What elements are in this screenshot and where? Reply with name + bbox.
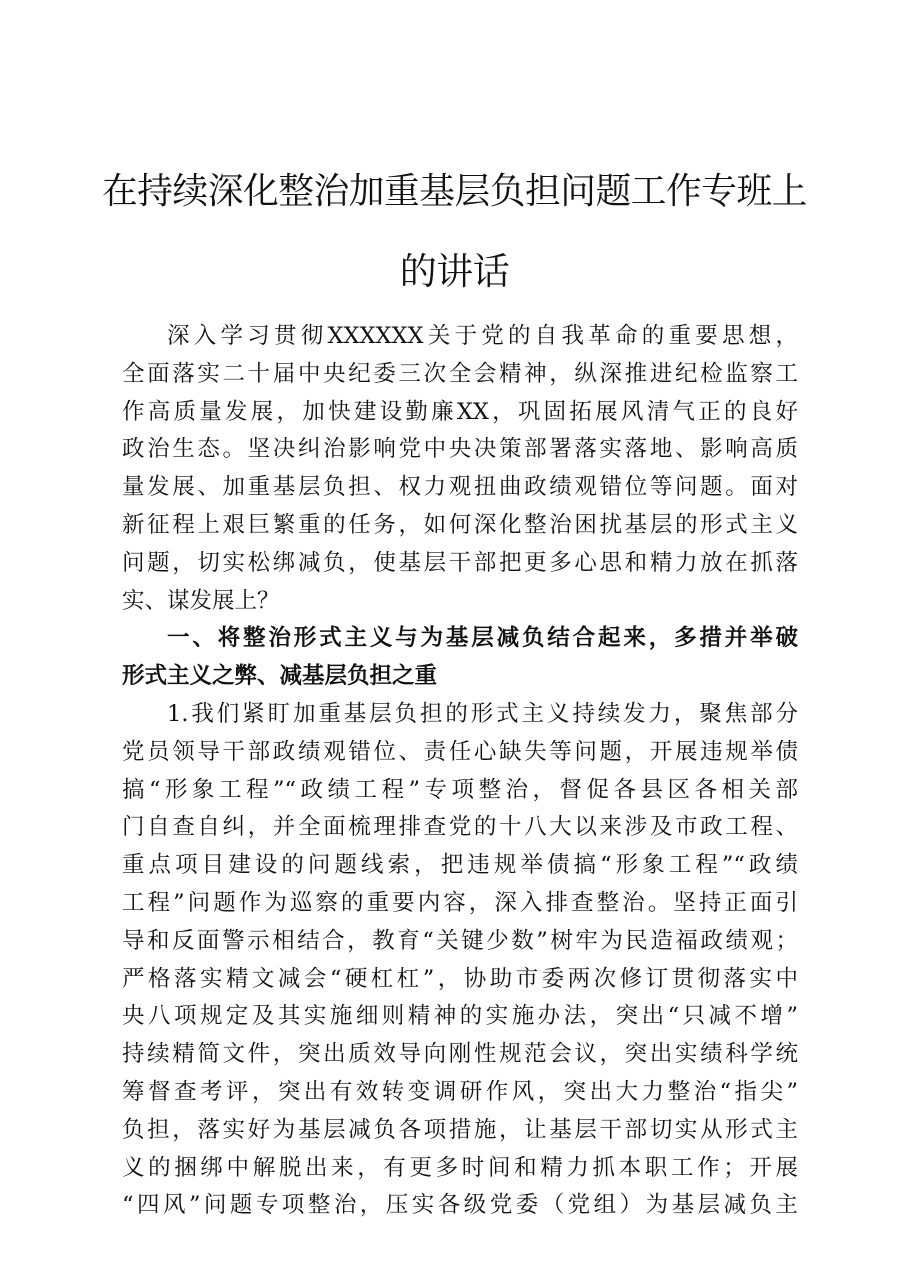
paragraph-line: 导和反面警示相结合，教育“关键少数”树牢为民造福政绩观； <box>122 927 798 954</box>
paragraph-line: 筹督查考评，突出有效转变调研作风，突出大力整治“指尖” <box>122 1078 798 1105</box>
section-heading-line: 形式主义之弊、减基层负担之重 <box>122 663 438 690</box>
intro-line: 新征程上艰巨繁重的任务，如何深化整治困扰基层的形式主义 <box>122 511 798 538</box>
title-line: 在持续深化整治加重基层负担问题工作专班上 <box>102 171 807 212</box>
intro-line: 实、谋发展上？ <box>122 587 280 614</box>
paragraph-line: 工程”问题作为巡察的重要内容，深入排查整治。坚持正面引 <box>122 889 798 916</box>
paragraph-line: 负担，落实好为基层减负各项措施，让基层干部切实从形式主 <box>122 1116 798 1143</box>
paragraph-line: 严格落实精文减会“硬杠杠”，协助市委两次修订贯彻落实中 <box>122 965 798 992</box>
intro-line: 作高质量发展，加快建设勤廉XX，巩固拓展风清气正的良好 <box>122 398 798 425</box>
document-body <box>122 318 798 1225</box>
document-title <box>100 152 809 312</box>
intro-line: 政治生态。坚决纠治影响党中央决策部署落实落地、影响高质 <box>122 436 798 463</box>
paragraph-line: 党员领导干部政绩观错位、责任心缺失等问题，开展违规举债 <box>122 738 798 765</box>
paragraph-line: 搞“形象工程”“政绩工程”专项整治，督促各县区各相关部 <box>122 776 798 803</box>
intro-line: 深入学习贯彻XXXXXX关于党的自我革命的重要思想， <box>167 323 798 349</box>
intro-line: 全面落实二十届中央纪委三次全会精神，纵深推进纪检监察工 <box>122 360 798 387</box>
paragraph-line: 义的捆绑中解脱出来，有更多时间和精力抓本职工作；开展 <box>122 1154 798 1181</box>
paragraph-line: 央八项规定及其实施细则精神的实施办法，突出“只减不增” <box>122 1003 798 1030</box>
paragraph-line: 持续精简文件，突出质效导向刚性规范会议，突出实绩科学统 <box>122 1041 798 1068</box>
title-line: 的讲话 <box>399 250 510 293</box>
paragraph-line: 1.我们紧盯加重基层负担的形式主义持续发力，聚焦部分 <box>167 700 798 727</box>
paragraph-line: “四风”问题专项整治，压实各级党委（党组）为基层减负主 <box>122 1192 798 1219</box>
paragraph-line: 重点项目建设的问题线索，把违规举债搞“形象工程”“政绩 <box>122 852 798 879</box>
paragraph-line: 门自查自纠，并全面梳理排查党的十八大以来涉及市政工程、 <box>122 814 798 841</box>
section-heading-line: 一、将整治形式主义与为基层减负结合起来，多措并举破 <box>167 625 798 652</box>
intro-line: 量发展、加重基层负担、权力观扭曲政绩观错位等问题。面对 <box>122 474 798 501</box>
intro-line: 问题，切实松绑减负，使基层干部把更多心思和精力放在抓落 <box>122 549 798 576</box>
